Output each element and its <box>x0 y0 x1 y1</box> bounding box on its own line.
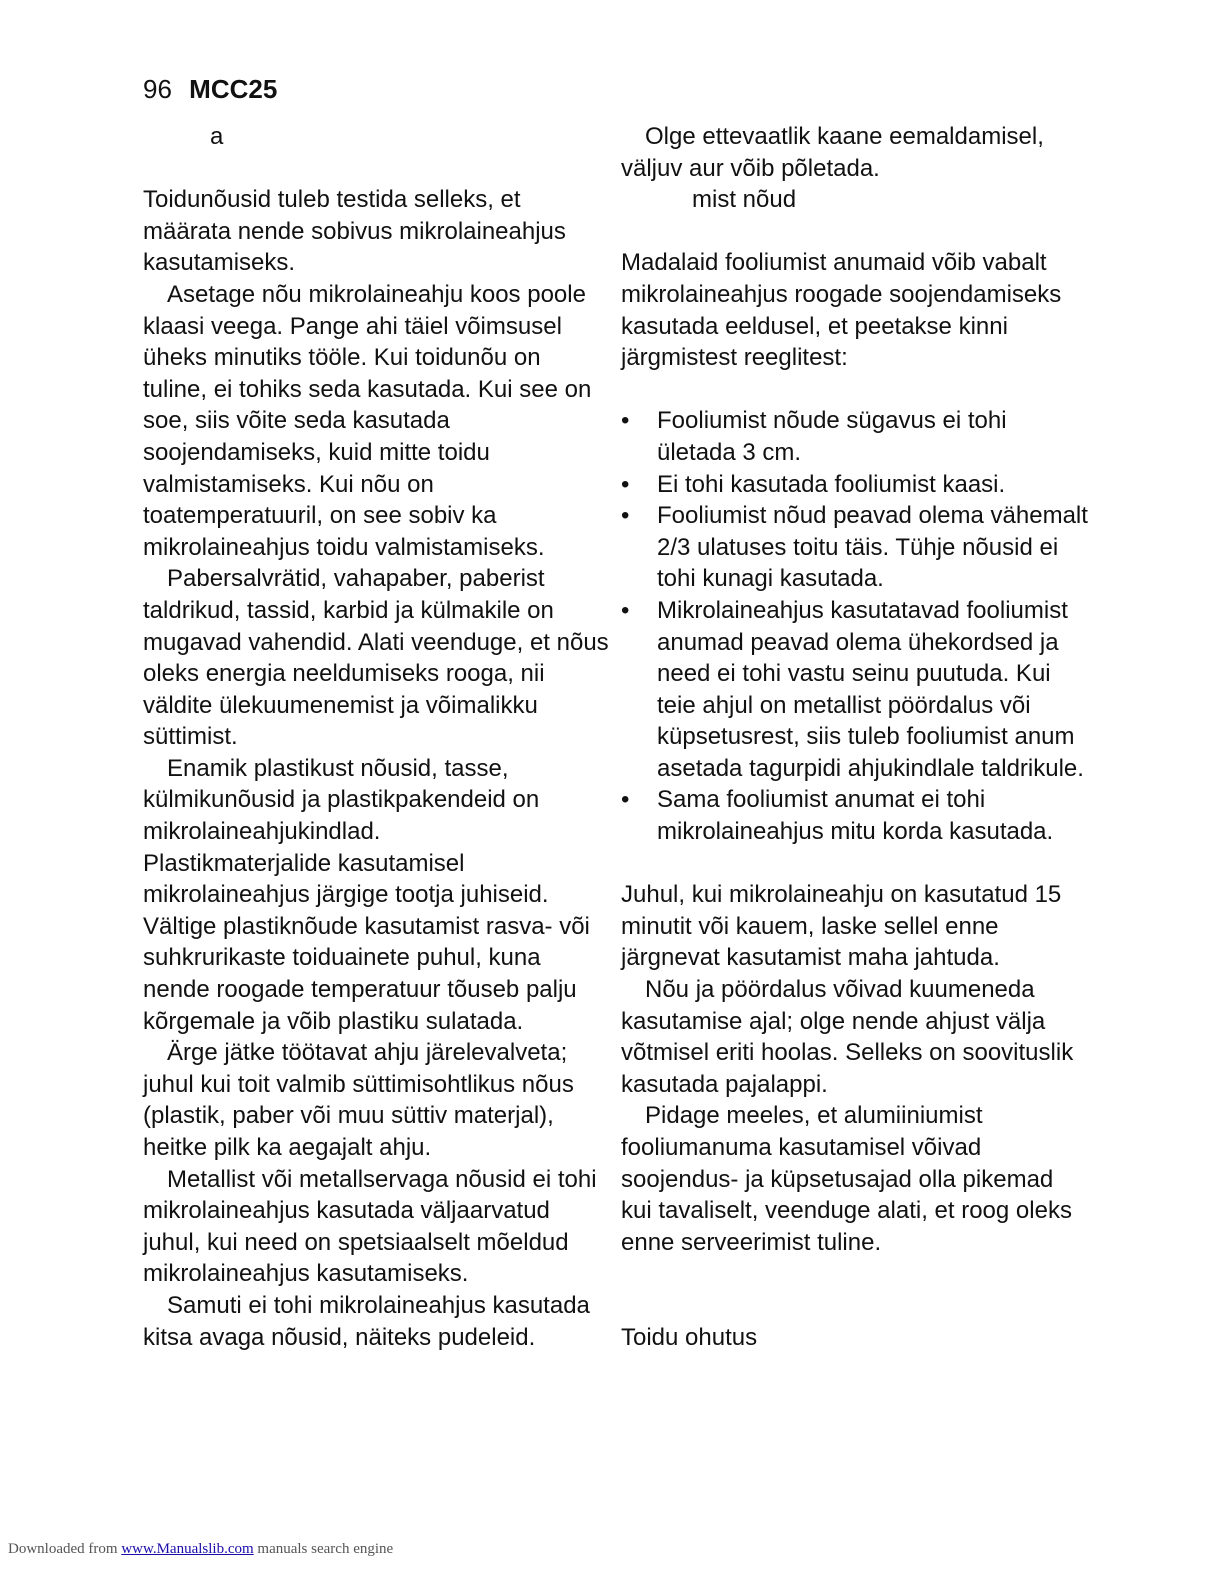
left-column <box>143 121 611 1353</box>
paragraph: Samuti ei tohi mikrolaineahjus kasutada kitsa avaga nõusid, näiteks pudeleid. <box>143 1291 590 1351</box>
paragraph: Enamik plastikust nõusid, tasse, külmikunõusid ja plastikpakendeid on mikrolaineahjukindlad. <box>143 754 540 846</box>
paragraph: Plastikmaterjalide kasutamisel mikrolaineahjus järgige tootja juhiseid. Vältige plastiknõude kasutamist rasva- või suhkrurikaste toiduainete puhul, kuna nende roogade temperatuur tõuseb palju kõrgemale ja võib plastiku sulatada. <box>143 849 590 1035</box>
footer-prefix: Downloaded from <box>8 1541 122 1557</box>
section-title: Toidu ohutus <box>621 1323 758 1351</box>
model-name: MCC25 <box>189 74 278 104</box>
paragraph: Toidunõusid tuleb testida selleks, et määrata nende sobivus mikrolaineahjus kasutamiseks. <box>143 186 566 277</box>
paragraph: Madalaid fooliumist anumaid võib vabalt mikrolaineahjus roogade soojendamiseks kasutada eeldusel, et peetakse kinni järgmistest reeglitest: <box>621 249 1062 372</box>
right-column <box>621 121 1089 1353</box>
footer-suffix: manuals search engine <box>253 1541 394 1557</box>
list-item: • Ei tohi kasutada fooliumist kaasi. <box>621 469 1089 501</box>
paragraph: Nõu ja pöördalus võivad kuumeneda kasutamise ajal; olge nende ahjust välja võtmisel eriti hoolas. Selleks on soovituslik kasutada pajalappi. <box>621 976 1074 1098</box>
manualslib-link[interactable]: www.Manualslib.com <box>121 1541 254 1557</box>
section-heading-fragment: mist nõud <box>692 186 797 214</box>
list-item: • Fooliumist nõud peavad olema vähemalt 2/3 ulatuses toitu täis. Tühje nõusid ei tohi kunagi kasutada. <box>621 500 1089 595</box>
paragraph: Juhul, kui mikrolaineahju on kasutatud 15 minutit või kauem, laske sellel enne järgnevat kasutamist maha jahtuda. <box>621 881 1062 972</box>
page-header <box>143 72 277 106</box>
list-item: • Fooliumist nõude sügavus ei tohi ületada 3 cm. <box>621 405 1089 468</box>
download-footer <box>8 1541 393 1558</box>
paragraph: Asetage nõu mikrolaineahju koos poole klaasi veega. Pange ahi täiel võimsusel üheks minutiks tööle. Kui toidunõu on tuline, ei tohiks seda kasutada. Kui see on soe, siis võite seda kasutada soojendamiseks, kuid mitte toidu valmistamiseks. Kui nõu on toatemperatuuril, on see sobiv ka mikrolaineahjus toidu valmistamiseks. <box>143 280 592 561</box>
list-item: • Mikrolaineahjus kasutatavad fooliumist anumad peavad olema ühekordsed ja need ei tohi vastu seinu puutuda. Kui teie ahjul on metallist pöördalus või küpsetusrest, siis tuleb fooliumist anum asetada tagurpidi ahjukindlale taldrikule. <box>621 595 1089 785</box>
paragraph: Olge ettevaatlik kaane eemaldamisel, väljuv aur võib põletada. <box>621 123 1044 182</box>
section-heading-fragment: a <box>210 123 224 150</box>
paragraph: Pidage meeles, et alumiiniumist fooliumanuma kasutamisel võivad soojendus- ja küpsetusajad olla pikemad kui tavaliselt, veenduge alati, et roog oleks enne serveerimist tuline. <box>621 1102 1072 1256</box>
page-number: 96 <box>143 74 172 104</box>
list-item: • Sama fooliumist anumat ei tohi mikrolaineahjus mitu korda kasutada. <box>621 784 1089 847</box>
paragraph: Metallist või metallservaga nõusid ei tohi mikrolaineahjus kasutada väljaarvatud juhul, kui need on spetsiaalselt mõeldud mikrolaineahjus kasutamiseks. <box>143 1165 597 1288</box>
paragraph: Pabersalvrätid, vahapaber, paberist taldrikud, tassid, karbid ja külmakile on mugavad vahendid. Alati veenduge, et nõus oleks energia neeldumiseks rooga, nii väldite ülekuumenemist ja võimalikku süttimist. <box>143 565 609 751</box>
foil-rules-list <box>621 405 1089 847</box>
paragraph: Ärge jätke töötavat ahju järelevalveta; juhul kui toit valmib süttimisohtlikus nõus (plastik, paber või muu süttiv materjal), heitke pilk ka aegajalt ahju. <box>143 1039 574 1161</box>
